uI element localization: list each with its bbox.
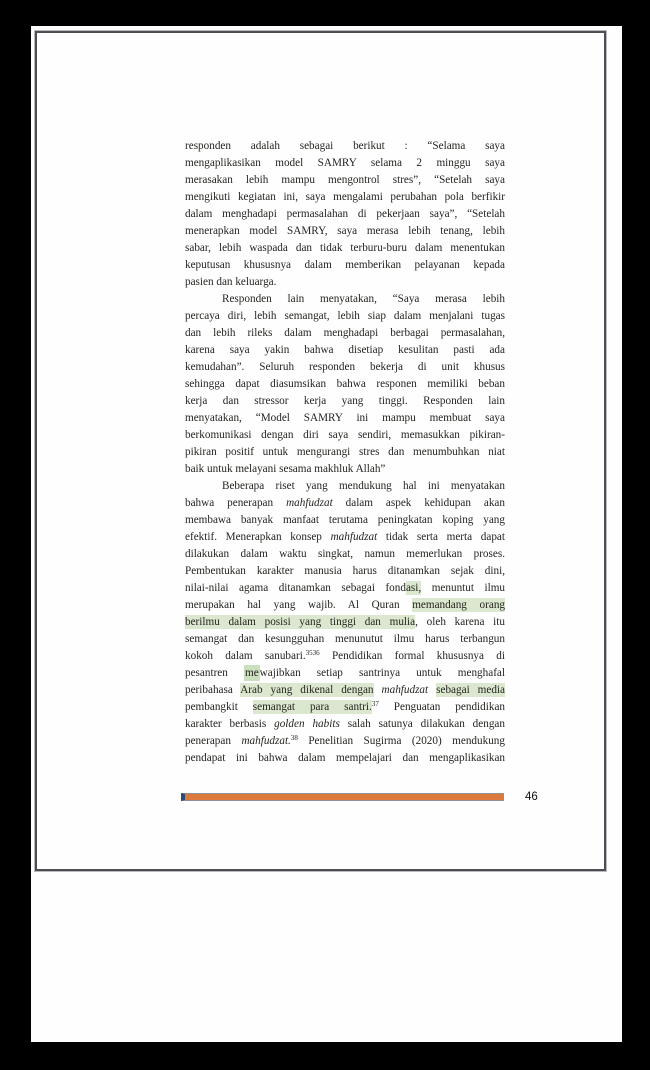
text-segment: menyatakan, “Model SAMRY ini mampu membuat saya [185, 412, 505, 424]
text-segment: Penguatan pendidikan [378, 701, 506, 713]
text-line [185, 631, 505, 648]
text-line [185, 597, 505, 614]
text-segment: mahfudzat. [241, 735, 291, 747]
text-segment: mahfudzat [330, 531, 378, 543]
text-line [185, 189, 505, 206]
text-line [185, 172, 505, 189]
text-line [185, 325, 505, 342]
text-line [185, 478, 505, 495]
text-line [185, 546, 505, 563]
text-line [185, 716, 505, 733]
text-segment: Responden lain menyatakan, “Saya merasa lebih [222, 293, 505, 305]
text-segment: pikiran positif untuk mengurangi stres dan menumbuhkan niat [185, 446, 505, 458]
highlighted-text: sebagai media [436, 684, 506, 696]
text-segment: membawa banyak manfaat terutama peningkatan koping yang [185, 514, 505, 526]
text-segment: nilai-nilai agama ditanamkan sebagai fond [185, 582, 406, 594]
text-segment: sabar, lebih waspada dan tidak terburu-buru dalam menentukan [185, 242, 505, 254]
text-segment: merupakan hal yang wajib. Al Quran [185, 599, 413, 611]
text-line [185, 580, 505, 597]
text-segment: kerja dan stressor kerja yang tinggi. Responden lain [185, 395, 505, 407]
text-line [185, 750, 505, 767]
text-segment: dan lebih rileks dalam menghadapi berbagai permasalahan, [185, 327, 505, 339]
footer-divider-bar [181, 793, 504, 801]
text-segment: dilakukan dalam waktu singkat, namun memerlukan proses. [185, 548, 505, 560]
text-line [185, 138, 505, 155]
text-line [185, 155, 505, 172]
text-segment: tidak serta merta dapat [377, 531, 505, 543]
text-segment: salah satunya dilakukan dengan [339, 718, 505, 730]
text-line [185, 512, 505, 529]
text-segment: baik untuk melayani sesama makhluk Allah” [185, 463, 386, 475]
text-segment: menuntut ilmu [421, 582, 505, 594]
footnote-reference: 38 [290, 734, 298, 742]
text-line [185, 444, 505, 461]
text-segment: pembangkit [185, 701, 253, 713]
text-segment: menerapkan model SAMRY, saya merasa lebih tenang, lebih [185, 225, 505, 237]
text-segment: berkomunikasi dengan diri saya sendiri, memasukkan pikiran- [185, 429, 505, 441]
text-line [185, 427, 505, 444]
text-line [185, 733, 505, 750]
text-segment: wajibkan setiap santrinya untuk menghafal [259, 667, 505, 679]
text-line [185, 342, 505, 359]
text-segment: pendapat ini bahwa dalam mempelajari dan mengaplikasikan [185, 752, 505, 764]
text-line [185, 614, 505, 631]
page-number: 46 [525, 791, 538, 803]
text-segment: karakter berbasis [185, 718, 275, 730]
text-segment: pesantren [185, 667, 244, 679]
text-line [185, 410, 505, 427]
text-line [185, 665, 505, 682]
text-line [185, 376, 505, 393]
footnote-reference: 37 [371, 700, 379, 708]
highlighted-text: semangat para santri. [252, 701, 372, 713]
text-segment: responden adalah sebagai berikut : “Selama saya [185, 140, 505, 152]
highlighted-text: me [245, 667, 259, 679]
highlighted-text: berilmu dalam posisi yang tinggi dan mulia [185, 616, 416, 628]
text-segment: mahfudzat [286, 497, 333, 509]
text-line [185, 240, 505, 257]
highlighted-text: Arab yang dikenal dengan [240, 684, 374, 696]
text-segment: mengikuti kegiatan ini, saya mengalami perubahan pola berfikir [185, 191, 505, 203]
text-segment: golden habits [274, 718, 340, 730]
text-segment: dalam menghadapi permasalahan di pekerjaan saya”, “Setelah [185, 208, 505, 220]
highlighted-text: asi, [405, 582, 422, 594]
text-segment: bahwa penerapan [185, 497, 287, 509]
text-segment: penerapan [185, 735, 242, 747]
text-block [185, 138, 505, 767]
text-segment: Penelitian Sugirma (2020) mendukung [297, 735, 505, 747]
text-segment: , oleh karena itu [415, 616, 505, 628]
text-line [185, 308, 505, 325]
text-segment: semangat dan kesungguhan menunutut ilmu harus terbangun [185, 633, 505, 645]
footnote-reference: 3536 [305, 649, 320, 657]
text-segment: Pendidikan formal khususnya di [319, 650, 505, 662]
text-segment: dalam aspek kehidupan akan [332, 497, 505, 509]
text-line [185, 291, 505, 308]
text-segment: keputusan khususnya dalam memberikan pelayanan kepada [185, 259, 505, 271]
text-segment: kemudahan”. Seluruh responden bekerja di unit khusus [185, 361, 505, 373]
text-line [185, 495, 505, 512]
text-line [185, 529, 505, 546]
text-line [185, 682, 505, 699]
highlighted-text: memandang orang [412, 599, 506, 611]
text-segment: efektif. Menerapkan konsep [185, 531, 331, 543]
text-line [185, 563, 505, 580]
text-segment [374, 684, 382, 696]
text-segment: merasakan lebih mampu mengontrol stres”, “Setelah saya [185, 174, 505, 186]
document-page [31, 26, 622, 1042]
text-line [185, 223, 505, 240]
text-line [185, 461, 505, 478]
text-line [185, 699, 505, 716]
text-segment: mengaplikasikan model SAMRY selama 2 minggu saya [185, 157, 505, 169]
text-line [185, 359, 505, 376]
text-line [185, 393, 505, 410]
text-segment: pasien dan keluarga. [185, 276, 277, 288]
text-line [185, 274, 505, 291]
text-segment: percaya diri, lebih semangat, lebih siap dalam menjalani tugas [185, 310, 505, 322]
text-segment: kokoh dalam sanubari. [185, 650, 306, 662]
text-segment [428, 684, 436, 696]
text-segment: mahfudzat [381, 684, 429, 696]
text-line [185, 257, 505, 274]
text-line [185, 206, 505, 223]
text-segment: Beberapa riset yang mendukung hal ini menyatakan [222, 480, 505, 492]
text-segment: peribahasa [185, 684, 241, 696]
text-line [185, 648, 505, 665]
text-segment: Pembentukan karakter manusia harus ditanamkan sejak dini, [185, 565, 505, 577]
text-segment: sehingga dapat diasumsikan bahwa responen memiliki beban [185, 378, 505, 390]
text-segment: karena saya yakin bahwa disetiap kesulitan pasti ada [185, 344, 505, 356]
